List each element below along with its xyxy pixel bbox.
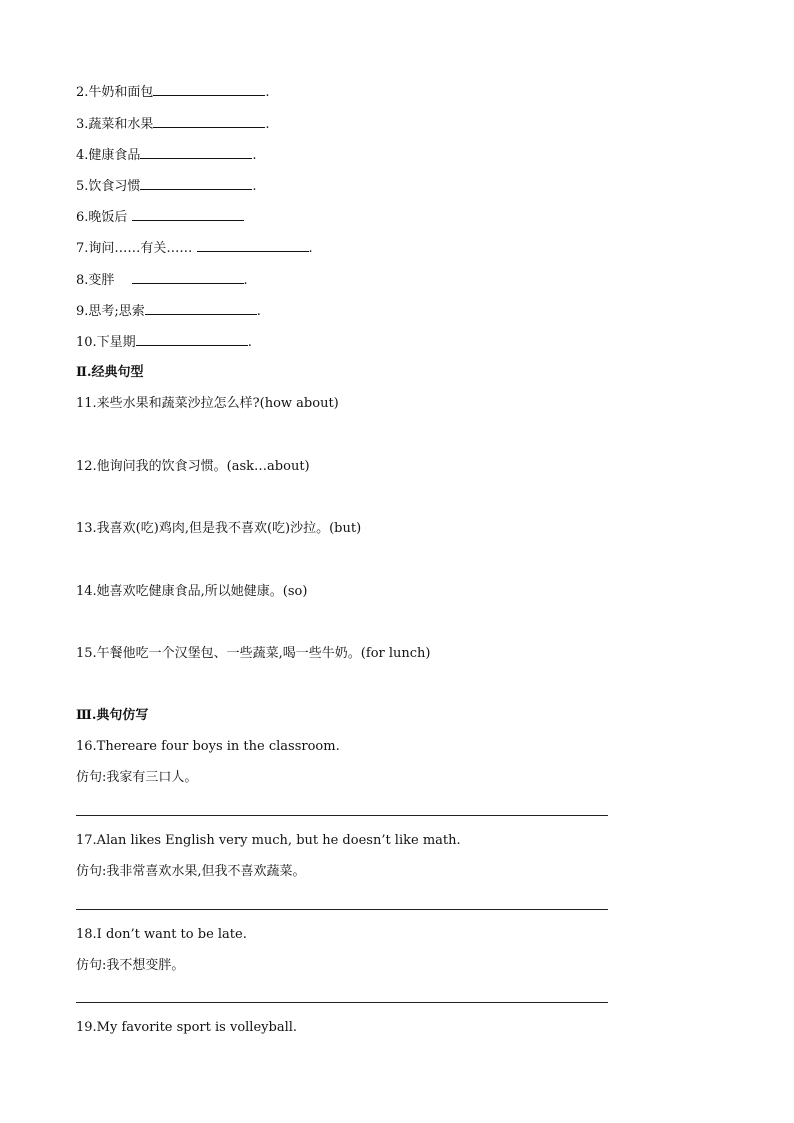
fill-blank[interactable] bbox=[153, 83, 265, 96]
vocab-item bbox=[76, 208, 244, 227]
fill-blank[interactable] bbox=[132, 208, 244, 221]
vocab-item bbox=[76, 302, 261, 321]
answer-line[interactable] bbox=[76, 815, 608, 816]
fill-blank[interactable] bbox=[136, 333, 248, 346]
fill-blank[interactable] bbox=[153, 115, 265, 128]
vocab-item bbox=[76, 239, 313, 258]
section-heading: Ⅲ.典句仿写 bbox=[76, 708, 149, 723]
fill-blank[interactable] bbox=[140, 146, 252, 159]
vocab-item bbox=[76, 115, 270, 134]
vocab-suffix: . bbox=[265, 85, 270, 100]
fill-blank[interactable] bbox=[140, 177, 252, 190]
question-item: 12.他询问我的饮食习惯。(ask…about) bbox=[76, 459, 310, 474]
question-item: 14.她喜欢吃健康食品,所以她健康。(so) bbox=[76, 584, 308, 599]
vocab-prompt: 2.牛奶和面包 bbox=[76, 85, 154, 100]
example-sentence: 18.I don’t want to be late. bbox=[76, 927, 247, 942]
vocab-prompt: 6.晚饭后 bbox=[76, 210, 132, 225]
vocab-suffix: . bbox=[265, 117, 270, 132]
imitation-prompt: 仿句:我家有三口人。 bbox=[76, 770, 198, 785]
vocab-prompt: 3.蔬菜和水果 bbox=[76, 117, 154, 132]
example-sentence: 17.Alan likes English very much, but he doesn’t like math. bbox=[76, 833, 461, 848]
vocab-prompt: 10.下星期 bbox=[76, 335, 136, 350]
vocab-prompt: 4.健康食品 bbox=[76, 148, 141, 163]
vocab-suffix: . bbox=[308, 241, 313, 256]
imitation-prompt: 仿句:我不想变胖。 bbox=[76, 958, 185, 973]
fill-blank[interactable] bbox=[132, 271, 244, 284]
question-item: 13.我喜欢(吃)鸡肉,但是我不喜欢(吃)沙拉。(but) bbox=[76, 521, 362, 536]
vocab-prompt: 7.询问……有关…… bbox=[76, 241, 197, 256]
question-item: 15.午餐他吃一个汉堡包、一些蔬菜,喝一些牛奶。(for lunch) bbox=[76, 646, 431, 661]
vocab-item bbox=[76, 83, 270, 102]
vocab-suffix: . bbox=[252, 148, 257, 163]
vocab-suffix: . bbox=[256, 304, 261, 319]
vocab-item bbox=[76, 177, 257, 196]
example-sentence: 16.Thereare four boys in the classroom. bbox=[76, 739, 340, 754]
answer-line[interactable] bbox=[76, 1002, 608, 1003]
vocab-suffix: . bbox=[243, 273, 248, 288]
vocab-item bbox=[76, 146, 257, 165]
question-item: 11.来些水果和蔬菜沙拉怎么样?(how about) bbox=[76, 396, 339, 411]
vocab-prompt: 8.变胖 bbox=[76, 273, 132, 288]
fill-blank[interactable] bbox=[145, 302, 257, 315]
fill-blank[interactable] bbox=[197, 239, 309, 252]
imitation-prompt: 仿句:我非常喜欢水果,但我不喜欢蔬菜。 bbox=[76, 864, 306, 879]
vocab-suffix: . bbox=[252, 179, 257, 194]
vocab-suffix: . bbox=[247, 335, 252, 350]
vocab-prompt: 5.饮食习惯 bbox=[76, 179, 141, 194]
vocab-prompt: 9.思考;思索 bbox=[76, 304, 145, 319]
section-heading: Ⅱ.经典句型 bbox=[76, 365, 144, 380]
vocab-item bbox=[76, 271, 248, 290]
answer-line[interactable] bbox=[76, 909, 608, 910]
vocab-item bbox=[76, 333, 252, 352]
example-sentence: 19.My favorite sport is volleyball. bbox=[76, 1020, 298, 1035]
